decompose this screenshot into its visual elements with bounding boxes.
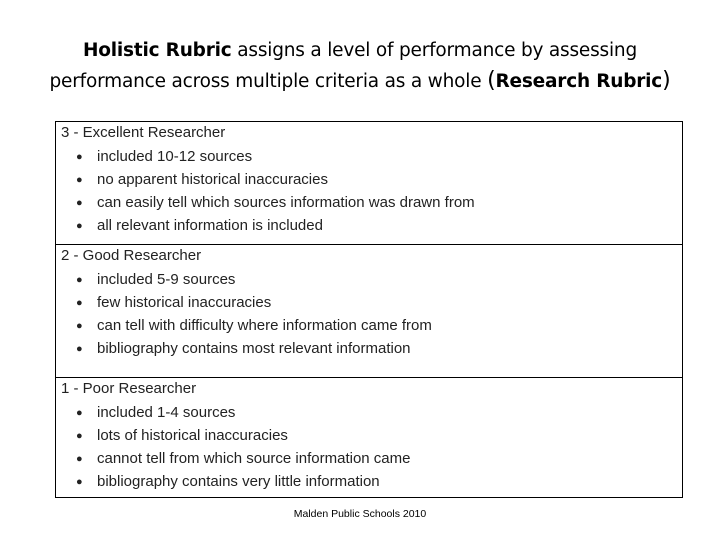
criterion-text: lots of historical inaccuracies (97, 427, 288, 444)
level-heading: 3 - Excellent Researcher (61, 124, 226, 141)
criteria-list (76, 403, 410, 495)
criterion-item (76, 193, 475, 216)
bullet-icon: ● (76, 174, 83, 186)
bullet-icon: ● (76, 274, 83, 286)
criterion-item (76, 472, 410, 495)
criteria-list (76, 147, 475, 239)
bullet-icon: ● (76, 476, 83, 488)
bullet-icon: ● (76, 430, 83, 442)
criterion-text: cannot tell from which source information came (97, 450, 411, 467)
bullet-icon: ● (76, 151, 83, 163)
criterion-text: included 1-4 sources (97, 404, 236, 421)
criterion-item (76, 426, 410, 449)
criterion-text: all relevant information is included (97, 217, 323, 234)
criterion-item (76, 216, 475, 239)
criterion-item (76, 170, 475, 193)
rubric-level-1 (56, 378, 682, 497)
title-term: Holistic Rubric (82, 40, 232, 61)
criterion-item (76, 316, 432, 339)
bullet-icon: ● (76, 320, 83, 332)
title-definition: assigns a level of performance by assessing (231, 40, 637, 61)
criterion-text: can tell with difficulty where information came from (97, 317, 432, 334)
criterion-text: included 5-9 sources (97, 271, 236, 288)
bullet-icon: ● (76, 220, 83, 232)
criteria-list (76, 270, 432, 362)
rubric-level-3 (56, 122, 682, 245)
title-line-2 (0, 66, 720, 97)
level-heading: 1 - Poor Researcher (61, 380, 197, 397)
rubric-table (55, 121, 683, 498)
open-paren: ( (487, 68, 496, 93)
rubric-name: Research Rubric (495, 71, 663, 92)
criterion-text: included 10-12 sources (97, 148, 253, 165)
bullet-icon: ● (76, 453, 83, 465)
title-line-1 (0, 36, 720, 66)
criterion-text: no apparent historical inaccuracies (97, 171, 328, 188)
bullet-icon: ● (76, 197, 83, 209)
criterion-item (76, 403, 410, 426)
close-paren: ) (662, 68, 671, 93)
criterion-text: can easily tell which sources information was drawn from (97, 194, 475, 211)
criterion-text: few historical inaccuracies (97, 294, 272, 311)
criterion-item (76, 339, 432, 362)
title-definition-cont: performance across multiple criteria as a whole (49, 71, 488, 92)
criterion-item (76, 147, 475, 170)
level-heading: 2 - Good Researcher (61, 247, 202, 264)
criterion-text: bibliography contains very little information (97, 473, 380, 490)
rubric-level-2 (56, 245, 682, 378)
footer-credit: Malden Public Schools 2010 (293, 508, 427, 520)
slide-title (0, 36, 720, 97)
criterion-item (76, 270, 432, 293)
criterion-text: bibliography contains most relevant information (97, 340, 411, 357)
bullet-icon: ● (76, 407, 83, 419)
bullet-icon: ● (76, 297, 83, 309)
criterion-item (76, 293, 432, 316)
bullet-icon: ● (76, 343, 83, 355)
criterion-item (76, 449, 410, 472)
